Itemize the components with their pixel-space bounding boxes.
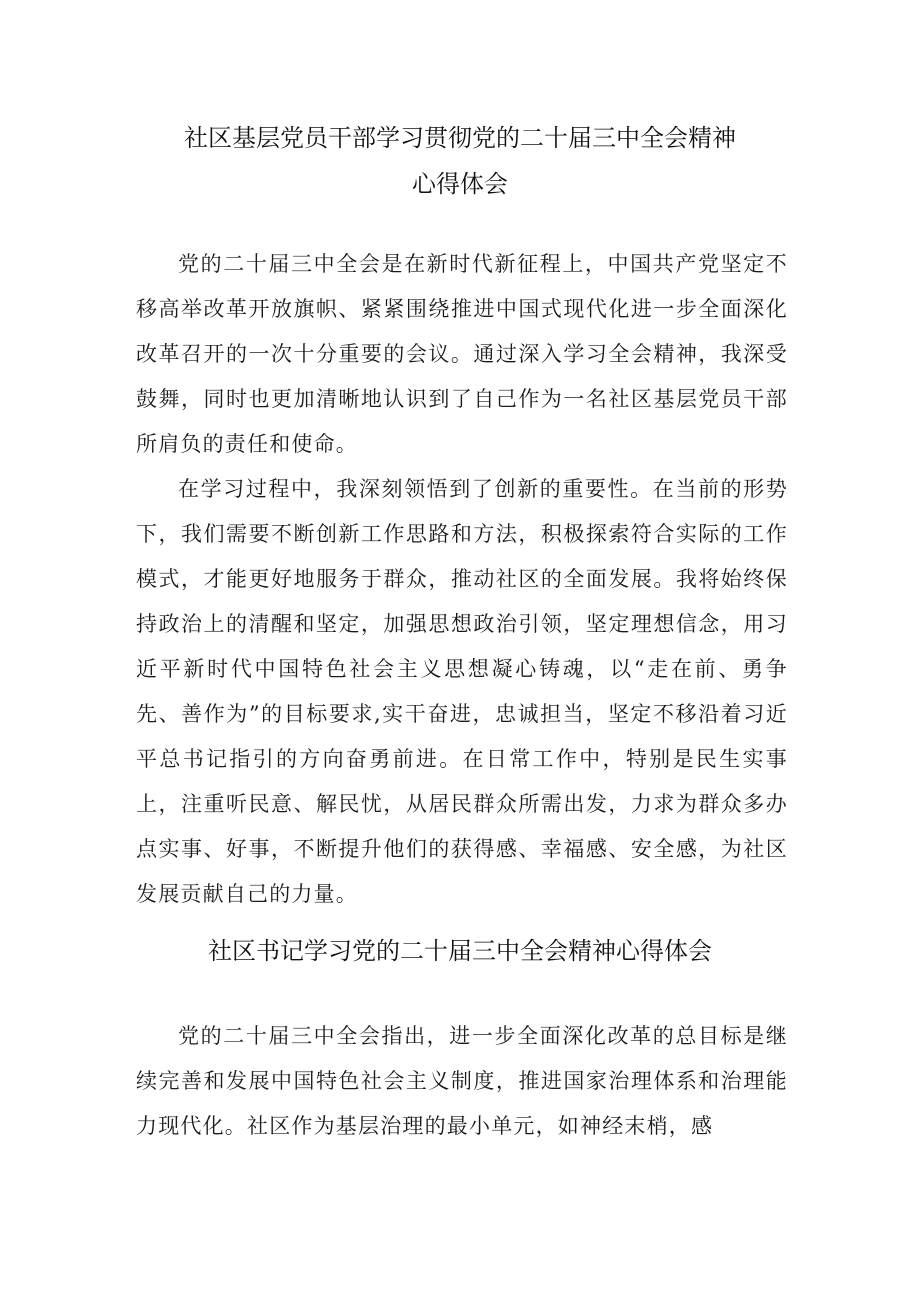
article-2-title bbox=[0, 928, 920, 974]
article-1-paragraph-2: 在学习过程中，我深刻领悟到了创新的重要性。在当前的形势下，我们需要不断创新工作思路和方法，积极探索符合实际的工作模式，才能更好地服务于群众，推动社区的全面发展。我将始终保持政治上的清醒和坚定，加强思想政治引领，坚定理想信念，用习近平新时代中国特色社会主义思想凝心铸魂，以“走在前、勇争先、善作为”的目标要求,实干奋进，忠诚担当，坚定不移沿着习近平总书记指引的方向奋勇前进。在日常工作中，特别是民生实事上，注重听民意、解民忧，从居民群众所需出发，力求为群众多办点实事、好事，不断提升他们的获得感、幸福感、安全感，为社区发展贡献自己的力量。 bbox=[136, 477, 788, 906]
article-2-body bbox=[136, 1014, 788, 1149]
article-1-title-line-2: 心得体会 bbox=[412, 170, 508, 198]
article-2-title-line: 社区书记学习党的二十届三中全会精神心得体会 bbox=[208, 937, 712, 965]
article-1-title-line-1: 社区基层党员干部学习贯彻党的二十届三中全会精神 bbox=[184, 124, 736, 152]
article-1-body bbox=[136, 242, 788, 917]
article-1-title bbox=[0, 115, 920, 207]
article-2-paragraph-1: 党的二十届三中全会指出，进一步全面深化改革的总目标是继续完善和发展中国特色社会主义制度，推进国家治理体系和治理能力现代化。社区作为基层治理的最小单元，如神经末梢，感 bbox=[136, 1024, 788, 1138]
article-1-paragraph-1: 党的二十届三中全会是在新时代新征程上，中国共产党坚定不移高举改革开放旗帜、紧紧围绕推进中国式现代化进一步全面深化改革召开的一次十分重要的会议。通过深入学习全会精神，我深受鼓舞，同时也更加清晰地认识到了自己作为一名社区基层党员干部所肩负的责任和使命。 bbox=[136, 252, 788, 456]
